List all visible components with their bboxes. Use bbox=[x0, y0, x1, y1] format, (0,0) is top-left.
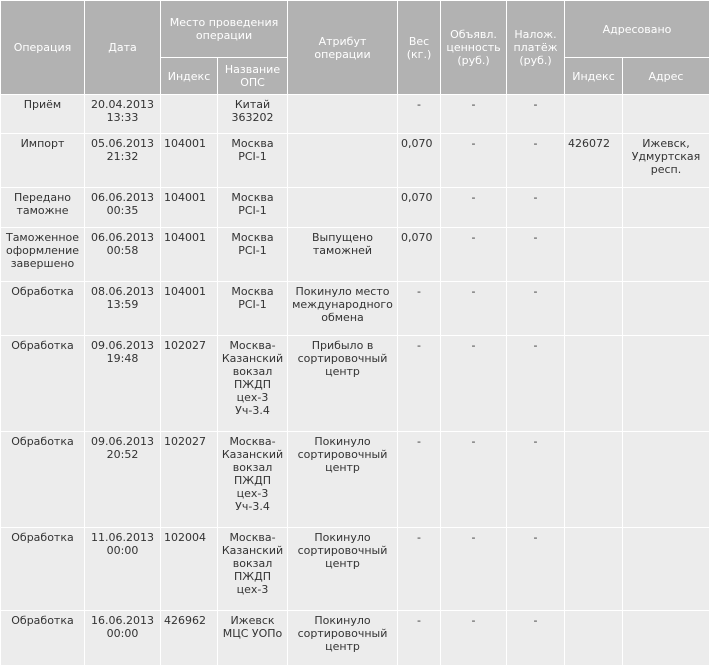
cell-place-name: Москва PCI-1 bbox=[218, 282, 288, 336]
cell-place-index: 104001 bbox=[161, 188, 218, 228]
cell-date: 05.06.2013 21:32 bbox=[85, 134, 161, 188]
col-header-addr-index: Индекс bbox=[565, 58, 623, 95]
cell-declared-value: - bbox=[441, 134, 507, 188]
col-header-cod: Налож. платёж (руб.) bbox=[507, 1, 565, 95]
cell-place-index: 102027 bbox=[161, 336, 218, 432]
col-header-attribute: Атрибут операции bbox=[288, 1, 398, 95]
cell-date: 09.06.2013 20:52 bbox=[85, 432, 161, 528]
cell-addr-index bbox=[565, 188, 623, 228]
table-row bbox=[1, 611, 710, 666]
cell-place-name: Китай 363202 bbox=[218, 95, 288, 134]
cell-addr-address bbox=[623, 95, 710, 134]
cell-weight: - bbox=[398, 336, 441, 432]
cell-place-name: Ижевск МЦС УОПо bbox=[218, 611, 288, 666]
cell-declared-value: - bbox=[441, 432, 507, 528]
table-row bbox=[1, 95, 710, 134]
cell-attribute: Прибыло в сортировочный центр bbox=[288, 336, 398, 432]
cell-place-name: Москва-Казанский вокзал ПЖДП цех-3 Уч-3.4 bbox=[218, 432, 288, 528]
cell-cod: - bbox=[507, 282, 565, 336]
cell-addr-address bbox=[623, 188, 710, 228]
cell-attribute bbox=[288, 188, 398, 228]
cell-attribute bbox=[288, 95, 398, 134]
cell-declared-value: - bbox=[441, 228, 507, 282]
cell-date: 16.06.2013 00:00 bbox=[85, 611, 161, 666]
cell-place-name: Москва PCI-1 bbox=[218, 188, 288, 228]
cell-cod: - bbox=[507, 188, 565, 228]
cell-weight: - bbox=[398, 432, 441, 528]
cell-operation: Обработка bbox=[1, 282, 85, 336]
cell-declared-value: - bbox=[441, 336, 507, 432]
col-header-addressed: Адресовано bbox=[565, 1, 710, 58]
cell-weight: - bbox=[398, 611, 441, 666]
cell-place-name: Москва PCI-1 bbox=[218, 134, 288, 188]
col-header-addr-address: Адрес bbox=[623, 58, 710, 95]
cell-operation: Обработка bbox=[1, 336, 85, 432]
cell-place-index: 102004 bbox=[161, 528, 218, 611]
col-header-weight: Вес (кг.) bbox=[398, 1, 441, 95]
cell-attribute: Покинуло сортировочный центр bbox=[288, 611, 398, 666]
cell-addr-index bbox=[565, 95, 623, 134]
cell-operation: Обработка bbox=[1, 432, 85, 528]
cell-weight: 0,070 bbox=[398, 228, 441, 282]
cell-place-index: 426962 bbox=[161, 611, 218, 666]
cell-addr-index bbox=[565, 611, 623, 666]
cell-addr-address: Ижевск, Удмуртская респ. bbox=[623, 134, 710, 188]
cell-date: 11.06.2013 00:00 bbox=[85, 528, 161, 611]
cell-operation: Передано таможне bbox=[1, 188, 85, 228]
cell-operation: Приём bbox=[1, 95, 85, 134]
cell-weight: - bbox=[398, 528, 441, 611]
cell-cod: - bbox=[507, 134, 565, 188]
col-header-place-name: Название ОПС bbox=[218, 58, 288, 95]
cell-declared-value: - bbox=[441, 528, 507, 611]
table-row bbox=[1, 188, 710, 228]
cell-cod: - bbox=[507, 336, 565, 432]
table-row bbox=[1, 336, 710, 432]
cell-cod: - bbox=[507, 432, 565, 528]
cell-weight: - bbox=[398, 95, 441, 134]
cell-addr-address bbox=[623, 336, 710, 432]
cell-date: 06.06.2013 00:35 bbox=[85, 188, 161, 228]
cell-addr-index: 426072 bbox=[565, 134, 623, 188]
cell-declared-value: - bbox=[441, 95, 507, 134]
cell-attribute: Выпущено таможней bbox=[288, 228, 398, 282]
cell-operation: Обработка bbox=[1, 528, 85, 611]
cell-weight: 0,070 bbox=[398, 134, 441, 188]
cell-declared-value: - bbox=[441, 282, 507, 336]
cell-addr-address bbox=[623, 282, 710, 336]
col-header-date: Дата bbox=[85, 1, 161, 95]
cell-addr-address bbox=[623, 228, 710, 282]
table-row bbox=[1, 528, 710, 611]
cell-place-index: 104001 bbox=[161, 282, 218, 336]
cell-addr-index bbox=[565, 336, 623, 432]
cell-cod: - bbox=[507, 611, 565, 666]
table-row bbox=[1, 228, 710, 282]
cell-weight: 0,070 bbox=[398, 188, 441, 228]
cell-attribute bbox=[288, 134, 398, 188]
cell-place-name: Москва-Казанский вокзал ПЖДП цех-3 Уч-3.4 bbox=[218, 336, 288, 432]
cell-place-index: 104001 bbox=[161, 134, 218, 188]
table-row bbox=[1, 134, 710, 188]
cell-addr-address bbox=[623, 432, 710, 528]
cell-place-name: Москва PCI-1 bbox=[218, 228, 288, 282]
col-header-operation: Операция bbox=[1, 1, 85, 95]
cell-addr-address bbox=[623, 528, 710, 611]
col-header-place: Место проведения операции bbox=[161, 1, 288, 58]
cell-attribute: Покинуло сортировочный центр bbox=[288, 528, 398, 611]
cell-date: 08.06.2013 13:59 bbox=[85, 282, 161, 336]
cell-weight: - bbox=[398, 282, 441, 336]
cell-addr-index bbox=[565, 432, 623, 528]
table-row bbox=[1, 432, 710, 528]
cell-cod: - bbox=[507, 228, 565, 282]
cell-date: 20.04.2013 13:33 bbox=[85, 95, 161, 134]
cell-declared-value: - bbox=[441, 188, 507, 228]
cell-date: 09.06.2013 19:48 bbox=[85, 336, 161, 432]
cell-addr-index bbox=[565, 228, 623, 282]
cell-addr-index bbox=[565, 528, 623, 611]
cell-date: 06.06.2013 00:58 bbox=[85, 228, 161, 282]
cell-place-index bbox=[161, 95, 218, 134]
cell-attribute: Покинуло сортировочный центр bbox=[288, 432, 398, 528]
table-row bbox=[1, 282, 710, 336]
col-header-place-index: Индекс bbox=[161, 58, 218, 95]
cell-cod: - bbox=[507, 528, 565, 611]
cell-operation: Импорт bbox=[1, 134, 85, 188]
cell-place-index: 102027 bbox=[161, 432, 218, 528]
cell-place-index: 104001 bbox=[161, 228, 218, 282]
cell-place-name: Москва-Казанский вокзал ПЖДП цех-3 bbox=[218, 528, 288, 611]
cell-addr-address bbox=[623, 611, 710, 666]
cell-attribute: Покинуло место международного обмена bbox=[288, 282, 398, 336]
cell-cod: - bbox=[507, 95, 565, 134]
col-header-declared-value: Объявл. ценность (руб.) bbox=[441, 1, 507, 95]
cell-declared-value: - bbox=[441, 611, 507, 666]
cell-operation: Таможенное оформление завершено bbox=[1, 228, 85, 282]
cell-addr-index bbox=[565, 282, 623, 336]
cell-operation: Обработка bbox=[1, 611, 85, 666]
